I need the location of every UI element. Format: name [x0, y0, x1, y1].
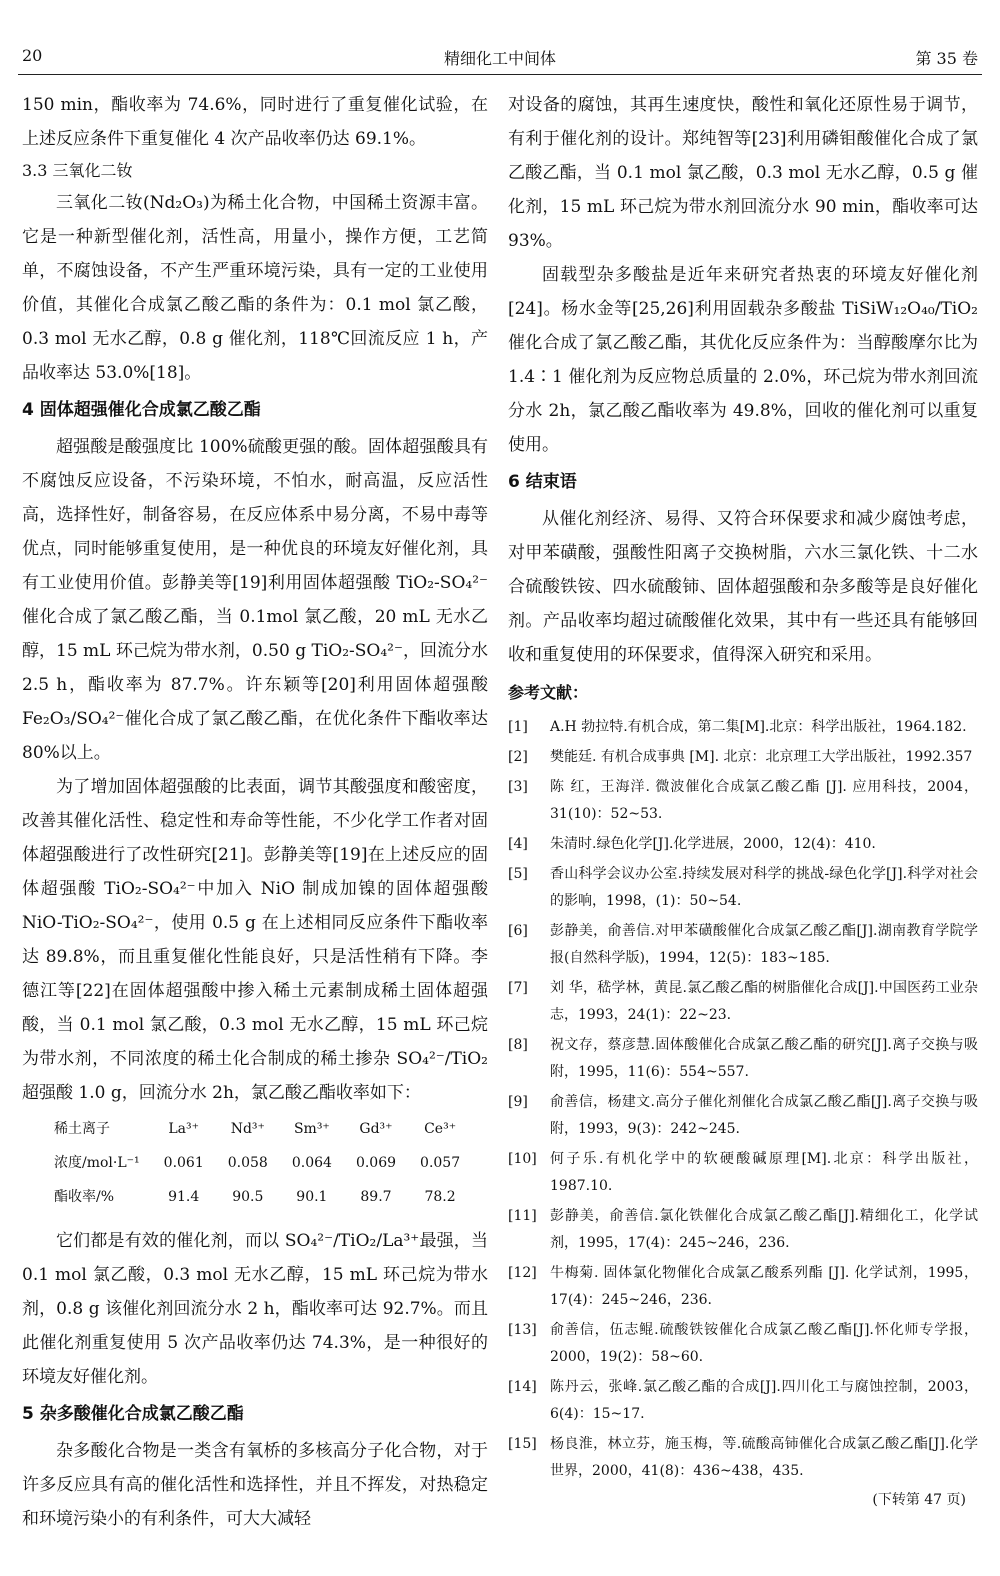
table-cell: 0.069: [355, 1155, 397, 1171]
rare-earth-table: [46, 1112, 472, 1214]
table-cell: 90.1: [296, 1189, 328, 1205]
reference-text: 俞善信，伍志鲲.硫酸铁铵催化合成氯乙酸乙酯[J].怀化师专学报，2000，19(2)：58~60.: [550, 1322, 978, 1365]
reference-item: [508, 975, 978, 1029]
table-cell: La³⁺: [168, 1121, 200, 1137]
reference-text: A.H 勃拉特.有机合成，第二集[M].北京：科学出版社，1964.182.: [550, 719, 967, 735]
reference-number: [15]: [508, 1436, 537, 1452]
reference-text: 何子乐.有机化学中的软硬酸碱原理[M].北京：科学出版社，1987.10.: [550, 1151, 978, 1194]
paragraph: 固载型杂多酸盐是近年来研究者热衷的环境友好催化剂[24]。杨水金等[25,26]利用固载杂多酸盐 TiSiW₁₂O₄₀/TiO₂ 催化合成了氯乙酸乙酯，其优化反应条件为：当醇酸摩尔比为 1.4∶1 催化剂为反应物总质量的 2.0%，环己烷为带水剂回流分水 2h，氯乙酸乙酯收率为 49.8%，回收的催化剂可以重复使用。: [508, 265, 978, 455]
table-cell: 90.5: [232, 1189, 264, 1205]
paragraph: 从催化剂经济、易得、又符合环保要求和减少腐蚀考虑，对甲苯磺酸，强酸性阳离子交换树脂，六水三氯化铁、十二水合硫酸铁铵、四水硫酸铈、固体超强酸和杂多酸等是良好催化剂。产品收率均超过硫酸催化效果，其中有一些还具有能够回收和重复使用的环保要求，值得深入研究和采用。: [508, 509, 978, 665]
reference-number: [10]: [508, 1151, 537, 1167]
reference-number: [14]: [508, 1379, 537, 1395]
table-cell: Sm³⁺: [293, 1121, 330, 1137]
reference-text: 俞善信，杨建文.高分子催化剂催化合成氯乙酸乙酯[J].离子交换与吸附，1993，9(3)：242~245.: [550, 1094, 978, 1137]
reference-number: [6]: [508, 923, 528, 939]
table-cell: 0.057: [420, 1155, 461, 1171]
reference-text: 彭静美，俞善信.氯化铁催化合成氯乙酸乙酯[J].精细化工，化学试剂，1995，17(4)：245~246，236.: [550, 1208, 978, 1251]
paragraph: 杂多酸化合物是一类含有氧桥的多核高分子化合物，对于许多反应具有高的催化活性和选择性，并且不挥发，对热稳定和环境污染小的有利条件，可大大减轻: [22, 1441, 488, 1529]
section-heading: 6 结束语: [508, 472, 577, 492]
reference-text: 朱清时.绿色化学[J].化学进展，2000，12(4)：410.: [550, 836, 876, 852]
reference-number: [7]: [508, 980, 528, 996]
table-cell: Nd³⁺: [230, 1121, 265, 1137]
reference-item: [508, 1374, 978, 1428]
reference-item: [508, 861, 978, 915]
reference-text: 杨良淮，林立芬，施玉梅，等.硫酸高铈催化合成氯乙酸乙酯[J].化学世界，2000，41(8)：436~438，435.: [550, 1436, 978, 1479]
reference-item: [508, 1317, 978, 1371]
table-cell: 0.064: [291, 1155, 332, 1171]
table-cell: 91.4: [168, 1189, 200, 1205]
journal-title: 精细化工中间体: [443, 49, 556, 68]
table-cell: 0.061: [163, 1155, 204, 1171]
reference-number: [1]: [508, 719, 528, 735]
reference-item: [508, 1431, 978, 1485]
reference-number: [3]: [508, 779, 528, 795]
reference-number: [9]: [508, 1094, 528, 1110]
continued-note: (下转第 47 页): [872, 1492, 966, 1508]
table-cell: 78.2: [424, 1189, 456, 1205]
reference-number: [11]: [508, 1208, 537, 1224]
subsection-heading: 3.3 三氧化二钕: [22, 161, 133, 180]
table-row: [46, 1180, 472, 1214]
paragraph: 超强酸是酸强度比 100%硫酸更强的酸。固体超强酸具有不腐蚀反应设备，不污染环境，不怕水，耐高温，反应活性高，选择性好，制备容易，在反应体系中易分离，不易中毒等优点，同时能够重复使用，是一种优良的环境友好催化剂，具有工业使用价值。彭静美等[19]利用固体超强酸 TiO₂-SO₄²⁻催化合成了氯乙酸乙酯，当 0.1mol 氯乙酸，20 mL 无水乙醇，15 mL 环己烷为带水剂，0.50 g TiO₂-SO₄²⁻，回流分水 2.5 h，酯收率为 87.7%。许东颖等[20]利用固体超强酸 Fe₂O₃/SO₄²⁻催化合成了氯乙酸乙酯，在优化条件下酯收率达 80%以上。: [22, 437, 488, 763]
table-row: [46, 1146, 472, 1180]
left-column: [22, 88, 488, 1536]
table-cell: 浓度/mol·L⁻¹: [54, 1155, 140, 1171]
reference-text: 牛梅菊. 固体氯化物催化合成氯乙酸系列酯 [J]. 化学试剂，1995，17(4)：245~246，236.: [550, 1265, 978, 1308]
paragraph: 对设备的腐蚀，其再生速度快，酸性和氧化还原性易于调节，有利于催化剂的设计。郑纯智等[23]利用磷钼酸催化合成了氯乙酸乙酯，当 0.1 mol 氯乙酸，0.3 mol 无水乙醇，0.5 g 催化剂，15 mL 环己烷为带水剂回流分水 90 min，酯收率可达 93%。: [508, 95, 978, 251]
table-cell: Gd³⁺: [359, 1121, 393, 1137]
table-cell: 0.058: [227, 1155, 268, 1171]
reference-item: [508, 1089, 978, 1143]
table-cell: 89.7: [360, 1189, 392, 1205]
reference-number: [5]: [508, 866, 528, 882]
page-number: 20: [22, 46, 43, 65]
reference-list: [508, 714, 978, 1485]
reference-item: [508, 1260, 978, 1314]
reference-text: 彭静美，俞善信.对甲苯磺酸催化合成氯乙酸乙酯[J].湖南教育学院学报(自然科学版)，1994，12(5)：183~185.: [550, 923, 978, 966]
right-column: [508, 88, 978, 1512]
reference-text: 刘 华，嵇学林，黄昆.氯乙酸乙酯的树脂催化合成[J].中国医药工业杂志，1993，24(1)：22~23.: [550, 980, 978, 1023]
references-heading: 参考文献：: [508, 683, 589, 702]
reference-number: [12]: [508, 1265, 537, 1281]
page-header: [18, 40, 982, 75]
section-heading: 4 固体超强催化合成氯乙酸乙酯: [22, 400, 261, 420]
volume-label: 第 35 卷: [915, 49, 978, 68]
reference-text: 陈丹云，张峰.氯乙酸乙酯的合成[J].四川化工与腐蚀控制，2003，6(4)：15~17.: [550, 1379, 978, 1422]
reference-number: [13]: [508, 1322, 537, 1338]
table-cell: Ce³⁺: [424, 1121, 457, 1137]
reference-number: [8]: [508, 1037, 528, 1053]
reference-item: [508, 831, 978, 858]
reference-item: [508, 714, 978, 741]
reference-text: 香山科学会议办公室.持续发展对科学的挑战-绿色化学[J].科学对社会的影响，1998，(1)：50~54.: [550, 866, 978, 909]
reference-number: [2]: [508, 749, 528, 765]
paragraph: 它们都是有效的催化剂，而以 SO₄²⁻/TiO₂/La³⁺最强，当 0.1 mol 氯乙酸，0.3 mol 无水乙醇，15 mL 环己烷为带水剂，0.8 g 该催化剂回流分水 2 h，酯收率可达 92.7%。而且此催化剂重复使用 5 次产品收率仍达 74.3%，是一种很好的环境友好催化剂。: [22, 1231, 488, 1387]
table-row: [46, 1112, 472, 1146]
reference-text: 祝文存，蔡彦慧.固体酸催化合成氯乙酸乙酯的研究[J].离子交换与吸附，1995，11(6)：554~557.: [550, 1037, 978, 1080]
reference-number: [4]: [508, 836, 528, 852]
paragraph: 为了增加固体超强酸的比表面，调节其酸强度和酸密度，改善其催化活性、稳定性和寿命等性能，不少化学工作者对固体超强酸进行了改性研究[21]。彭静美等[19]在上述反应的固体超强酸 TiO₂-SO₄²⁻中加入 NiO 制成加镍的固体超强酸 NiO-TiO₂-SO₄²⁻，使用 0.5 g 在上述相同反应条件下酯收率达 89.8%，而且重复催化性能良好，只是活性稍有下降。李德江等[22]在固体超强酸中掺入稀土元素制成稀土固体超强酸，当 0.1 mol 氯乙酸，0.3 mol 无水乙醇，15 mL 环己烷为带水剂，不同浓度的稀土化合制成的稀土掺杂 SO₄²⁻/TiO₂ 超强酸 1.0 g，回流分水 2h，氯乙酸乙酯收率如下：: [22, 777, 488, 1103]
reference-item: [508, 1146, 978, 1200]
paragraph: 三氧化二钕(Nd₂O₃)为稀土化合物，中国稀土资源丰富。它是一种新型催化剂，活性高，用量小，操作方便，工艺简单，不腐蚀设备，不产生严重环境污染，具有一定的工业使用价值，其催化合成氯乙酸乙酯的条件为：0.1 mol 氯乙酸，0.3 mol 无水乙醇，0.8 g 催化剂，118℃回流反应 1 h，产品收率达 53.0%[18]。: [22, 193, 488, 383]
table-cell: 酯收率/%: [54, 1189, 115, 1205]
reference-text: 樊能廷. 有机合成事典 [M]. 北京：北京理工大学出版社，1992.357: [550, 749, 973, 765]
reference-item: [508, 1032, 978, 1086]
reference-item: [508, 918, 978, 972]
table-cell: 稀土离子: [54, 1121, 110, 1137]
reference-text: 陈 红，王海洋. 微波催化合成氯乙酸乙酯 [J]. 应用科技，2004，31(10)：52~53.: [550, 779, 978, 822]
reference-item: [508, 1203, 978, 1257]
reference-item: [508, 744, 978, 771]
reference-item: [508, 774, 978, 828]
section-heading: 5 杂多酸催化合成氯乙酸乙酯: [22, 1404, 244, 1424]
paragraph: 150 min，酯收率为 74.6%，同时进行了重复催化试验，在上述反应条件下重复催化 4 次产品收率仍达 69.1%。: [22, 95, 488, 149]
